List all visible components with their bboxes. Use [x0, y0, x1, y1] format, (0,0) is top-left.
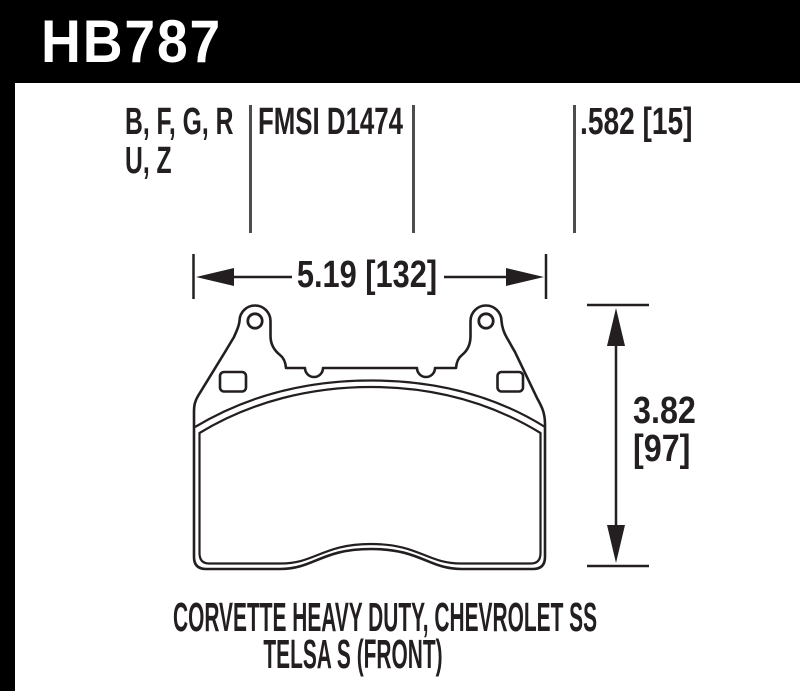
height-dimension-inches: 3.82: [633, 390, 696, 432]
height-arrowhead-top: [607, 308, 625, 346]
application-line1: CORVETTE HEAVY DUTY, CHEVROLET SS: [172, 594, 598, 640]
pad-friction-inner-outline: [200, 387, 541, 564]
width-arrowhead-right: [506, 268, 544, 286]
right-ear-hole: [479, 314, 493, 328]
compound-codes-line2: U, Z: [125, 140, 172, 182]
part-number: HB787: [41, 8, 223, 75]
pad-outer-outline: [194, 306, 545, 570]
height-arrowhead-bottom: [607, 525, 625, 563]
height-dimension-label: [633, 392, 696, 468]
application-text: [0, 594, 706, 677]
pad-thickness: .582 [15]: [580, 101, 693, 143]
width-arrowhead-left: [196, 268, 234, 286]
compound-codes-line1: B, F, G, R: [125, 101, 234, 143]
height-dimension-mm: [97]: [633, 428, 691, 470]
fmsi-number: FMSI D1474: [258, 101, 404, 143]
application-line2: TELSA S (FRONT): [263, 631, 443, 677]
left-ear-hole: [248, 314, 262, 328]
left-abutment-slot: [220, 372, 246, 392]
width-dimension-label: 5.19 [132]: [296, 254, 438, 296]
right-abutment-slot: [498, 372, 524, 392]
